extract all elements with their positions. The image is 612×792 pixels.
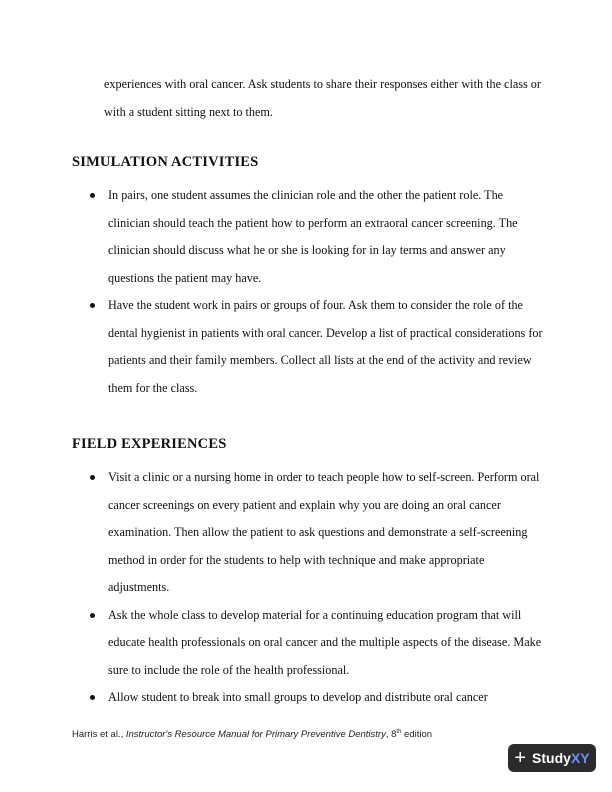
bullet-icon	[90, 695, 95, 700]
item-line: examination. Then allow the patient to ask questions and demonstrate a self-screening	[108, 525, 528, 539]
footer-authors: Harris et al.,	[72, 729, 126, 741]
bullet-icon	[90, 193, 95, 198]
intro-line: with a student sitting next to them.	[104, 105, 273, 119]
intro-line: experiences with oral cancer. Ask students to share their responses either with the class or	[104, 77, 541, 91]
badge-word-xy: XY	[570, 750, 590, 766]
item-line: cancer screenings on every patient and explain why you are doing an oral cancer	[108, 497, 501, 512]
item-line: questions the patient may have.	[108, 270, 262, 285]
bullet-icon	[90, 613, 95, 618]
studyxy-badge[interactable]	[508, 744, 596, 772]
bullet-icon	[90, 475, 95, 480]
item-line: Have the student work in pairs or groups of four. Ask them to consider the role of the	[108, 298, 523, 312]
list-item	[0, 464, 560, 602]
list-item	[0, 182, 560, 292]
item-line: In pairs, one student assumes the clinician role and the other the patient role. The	[108, 188, 504, 202]
item-line: clinician should discuss what he or she is looking for in lay terms and answer any	[108, 243, 506, 257]
field-experiences-heading: FIELD EXPERIENCES	[72, 436, 227, 452]
item-line: clinician should teach the patient how to perform an extraoral cancer screening. The	[108, 215, 518, 230]
list-item	[0, 292, 560, 402]
item-line: Ask the whole class to develop material for a continuing education program that will	[108, 607, 522, 622]
intro-paragraph	[104, 70, 544, 126]
item-line: sure to include the role of the health professional.	[108, 662, 350, 677]
page-footer	[72, 729, 432, 740]
footer-book-title: Instructor's Resource Manual for Primary Preventive Dentistry	[125, 729, 386, 741]
item-line: Visit a clinic or a nursing home in order to teach people how to self-screen. Perform oral	[108, 470, 540, 484]
field-experiences-list	[0, 464, 560, 712]
bullet-icon	[90, 303, 95, 308]
footer-edition-sup: th	[396, 729, 402, 735]
simulation-activities-list	[0, 182, 560, 402]
footer-edition-suffix: edition	[401, 729, 433, 741]
simulation-activities-heading: SIMULATION ACTIVITIES	[72, 154, 259, 170]
badge-word-study: Study	[532, 750, 571, 766]
item-line: patients and their family members. Collect all lists at the end of the activity and review	[108, 353, 532, 367]
item-line: adjustments.	[108, 580, 170, 594]
item-line: Allow student to break into small groups to develop and distribute oral cancer	[108, 690, 488, 704]
item-line: them for the class.	[108, 380, 198, 395]
list-item	[0, 602, 560, 685]
item-line: educate health professionals on oral cancer and the multiple aspects of the disease. Make	[108, 635, 542, 649]
item-line: method in order for the students to help with technique and make appropriate	[108, 552, 485, 567]
list-item	[0, 684, 560, 712]
item-line: dental hygienist in patients with oral cancer. Develop a list of practical considerations for	[108, 325, 543, 340]
footer-edition: , 8	[385, 729, 397, 741]
plus-icon: +	[514, 747, 527, 769]
